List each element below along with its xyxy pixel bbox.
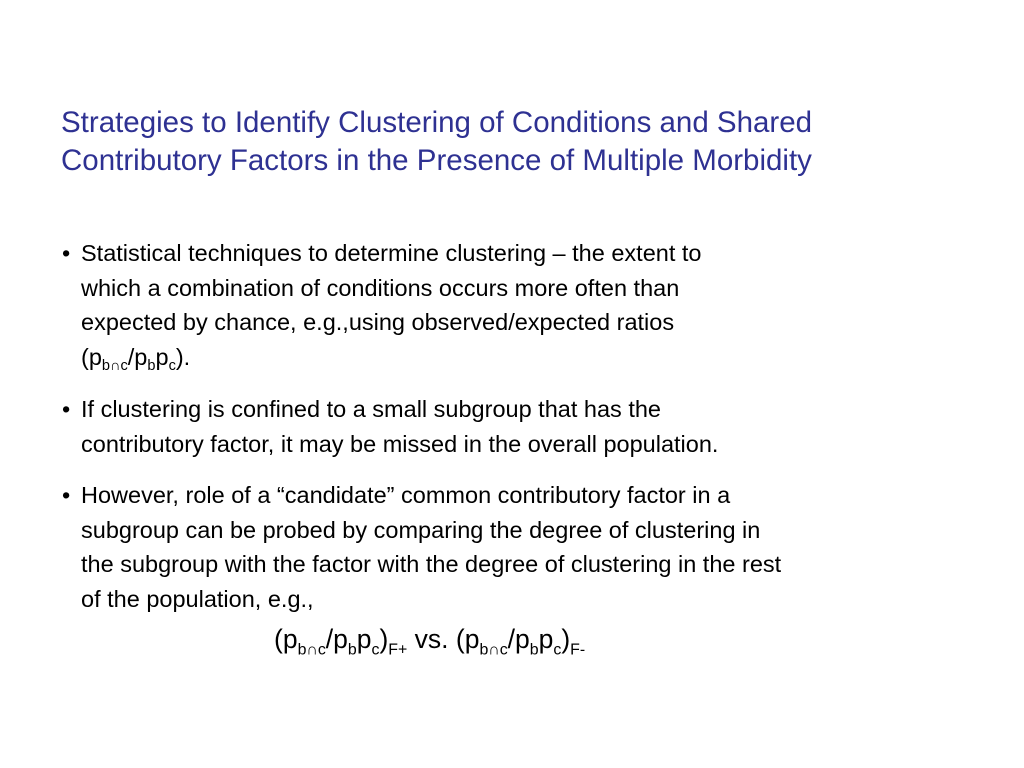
formula-p: p <box>356 624 372 654</box>
formula-close: ) <box>379 624 389 654</box>
formula-sub-b: b <box>347 641 357 659</box>
ratio-sub-c: c <box>168 357 176 374</box>
bullet-text-line: If clustering is confined to a small subgroup that has the <box>81 396 661 422</box>
bullet-text-line: contributory factor, it may be missed in the overall population. <box>81 430 719 457</box>
title-line-1: Strategies to Identify Clustering of Conditions and Shared <box>61 106 813 139</box>
formula-sub-fminus: F- <box>570 641 586 659</box>
ratio-sub-b: b <box>147 357 156 374</box>
formula-sub-bc: b∩c <box>297 641 326 659</box>
bullet-list <box>62 236 962 616</box>
ratio-slash: /p <box>127 343 148 370</box>
bullet-marker: • <box>62 396 71 422</box>
formula-open: (p <box>274 624 298 654</box>
ratio-p: p <box>155 343 169 370</box>
bullet-text-line: Statistical techniques to determine clustering – the extent to <box>81 240 702 266</box>
bullet-text-line: subgroup can be probed by comparing the degree of clustering in <box>81 516 761 543</box>
formula-close-2: ) <box>561 624 571 654</box>
formula-open-2: (p <box>455 624 480 654</box>
bullet-text-line: However, role of a “candidate” common contributory factor in a <box>81 482 731 508</box>
bullet-text-line: which a combination of conditions occurs more often than <box>81 274 680 301</box>
bullet-text-line: expected by chance, e.g.,using observed/expected ratios <box>81 309 675 335</box>
formula-sub-c-2: c <box>553 641 562 659</box>
formula-p-2: p <box>538 624 554 654</box>
bullet-marker: • <box>62 240 71 266</box>
bullet-item-subgroup-clustering <box>62 392 962 461</box>
slide-title <box>61 104 981 180</box>
formula-vs: vs. <box>407 624 456 654</box>
bullet-text-line: the subgroup with the factor with the degree of clustering in the rest <box>81 551 782 577</box>
ratio-open: (p <box>81 343 102 370</box>
bullet-item-candidate-factor <box>62 478 962 616</box>
comparison-formula <box>274 620 585 658</box>
formula-sub-c: c <box>371 641 380 659</box>
formula-sub-bc-2: b∩c <box>479 641 508 659</box>
ratio-close: ). <box>175 343 191 370</box>
formula-sub-b-2: b <box>529 641 539 659</box>
title-line-2: Contributory Factors in the Presence of Multiple Morbidity <box>61 144 812 177</box>
formula-slash: /p <box>325 624 348 654</box>
ratio-sub-bc: b∩c <box>101 357 128 374</box>
bullet-marker: • <box>62 482 71 508</box>
formula-slash-2: /p <box>507 624 530 654</box>
bullet-item-clustering-techniques <box>62 236 962 374</box>
bullet-text-line: of the population, e.g., <box>81 585 314 612</box>
ratio-expression <box>81 340 962 375</box>
formula-sub-fplus: F+ <box>388 641 408 659</box>
